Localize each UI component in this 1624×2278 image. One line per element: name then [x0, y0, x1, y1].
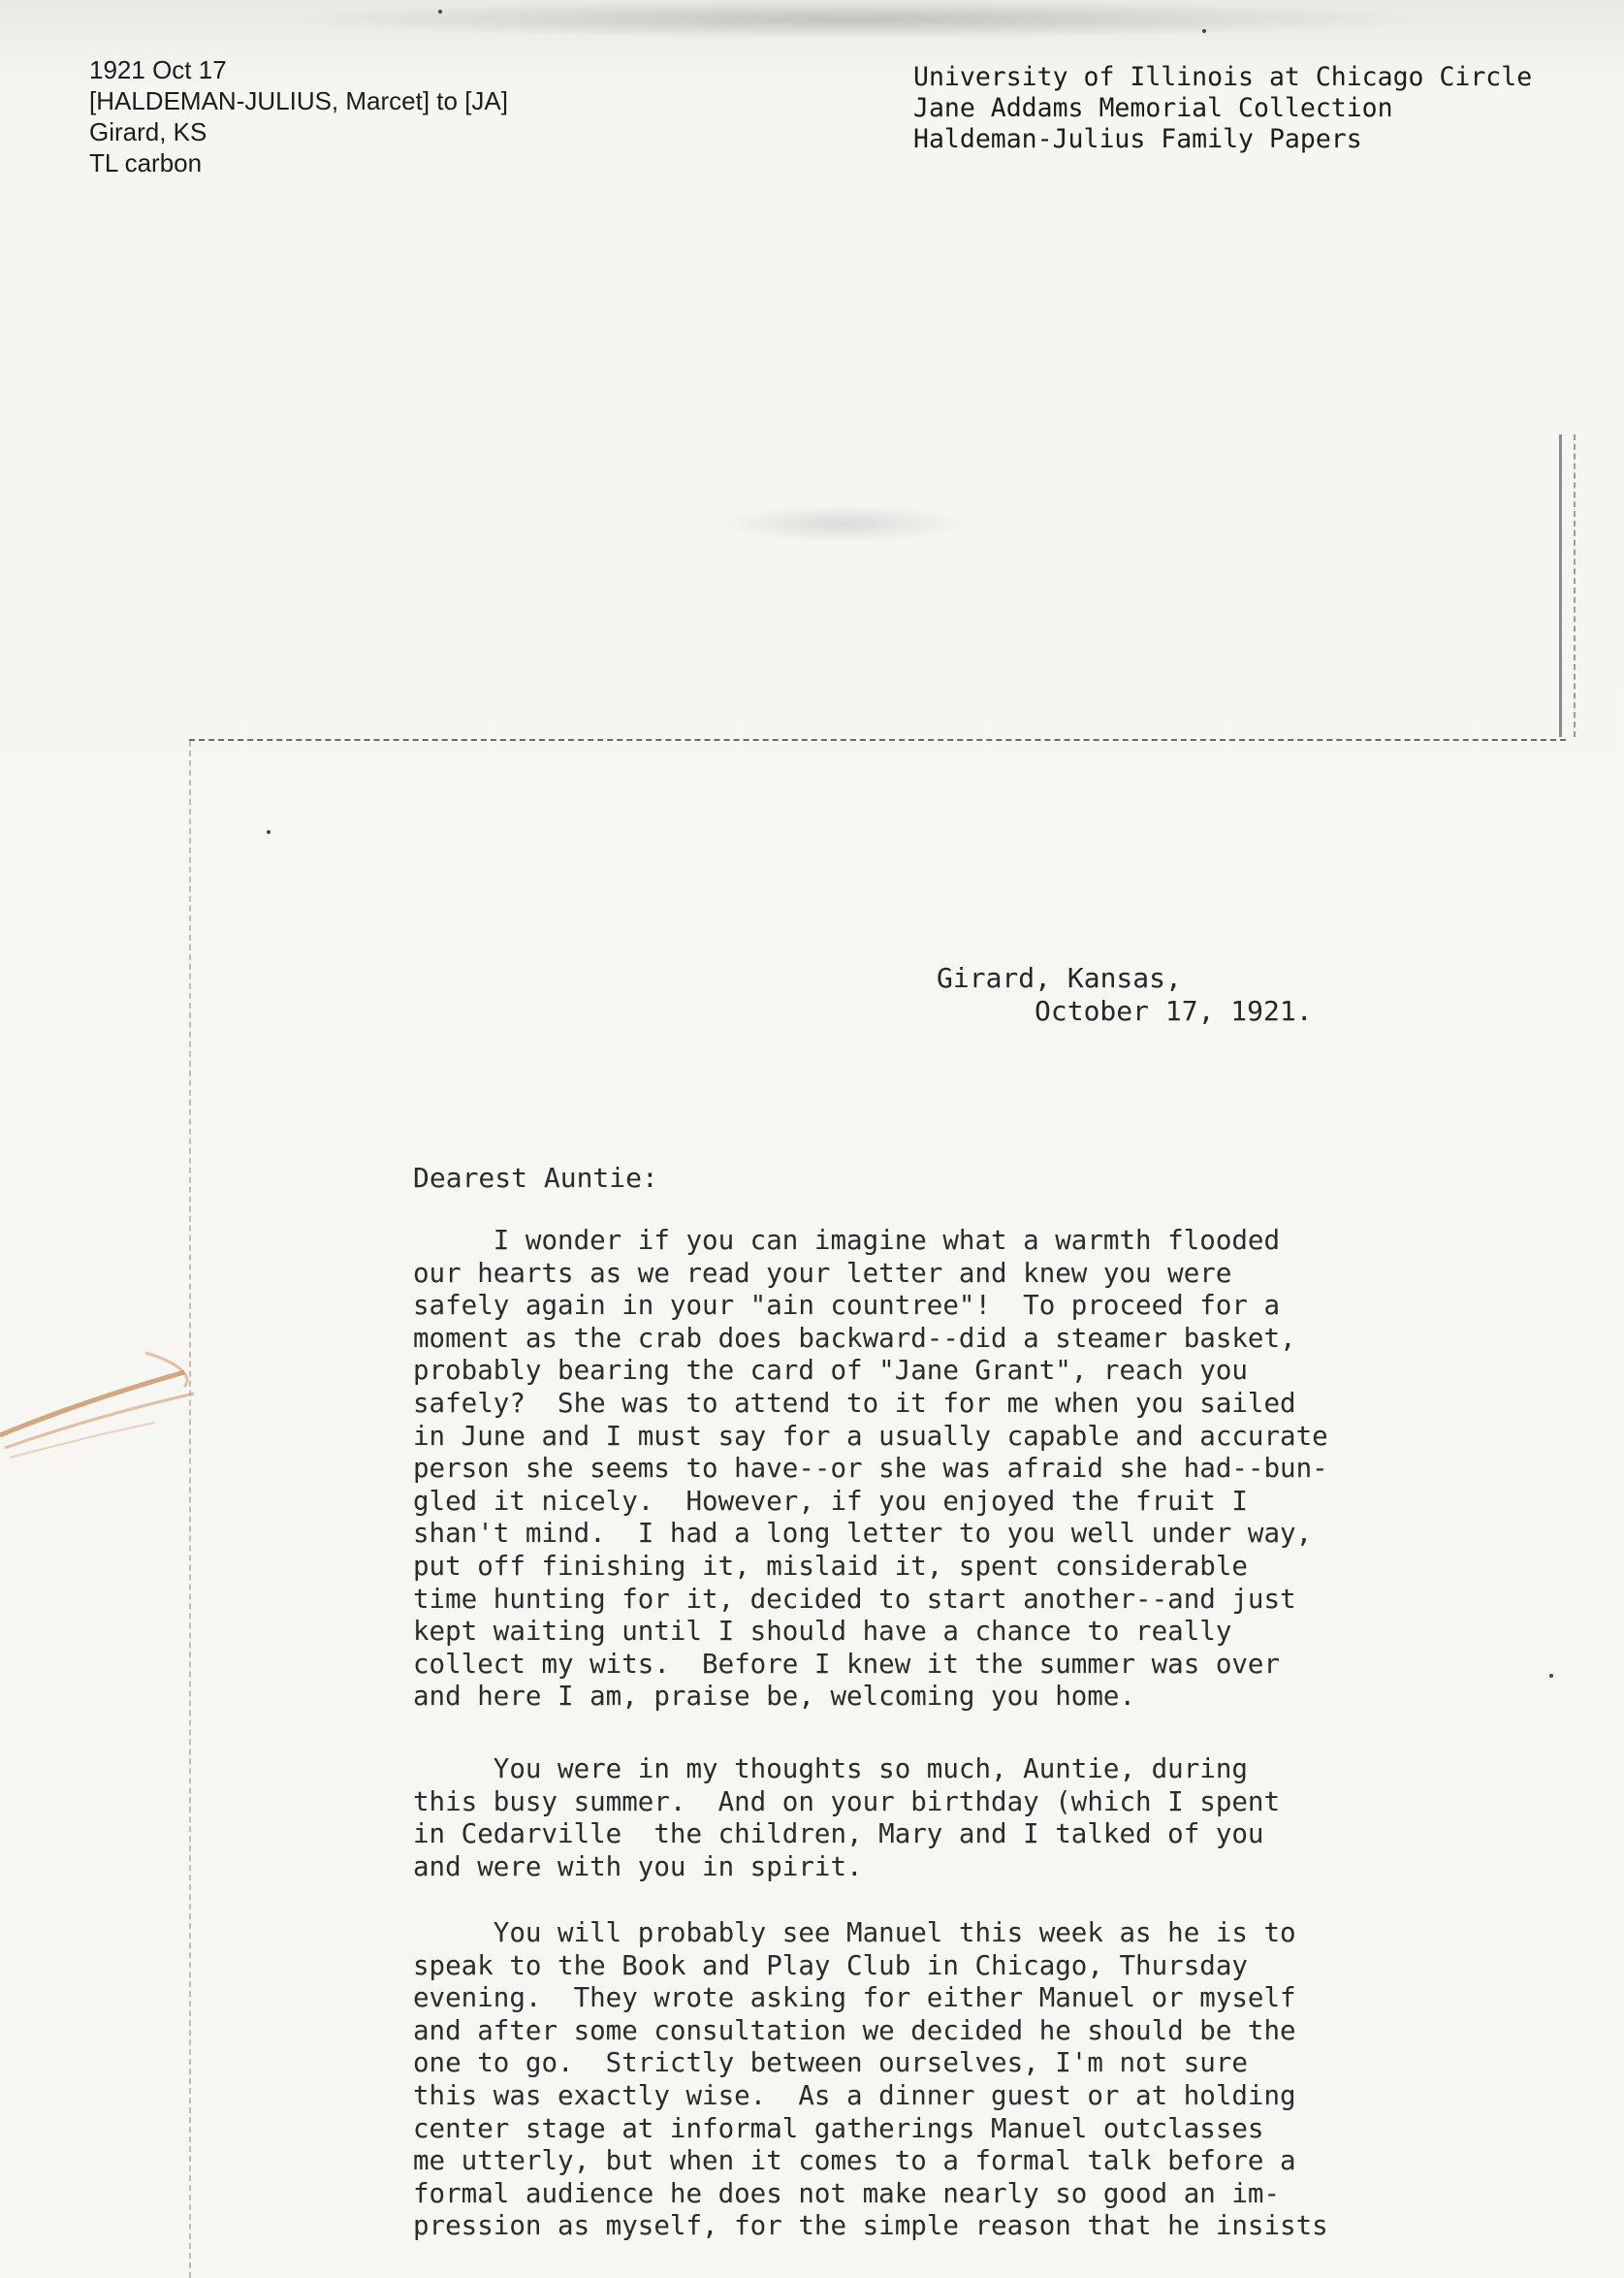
paragraph-line: evening. They wrote asking for either Manuel or myself [413, 1982, 1296, 2014]
paragraph-line: one to go. Strictly between ourselves, I'm not sure [413, 2047, 1248, 2079]
paragraph-line: shan't mind. I had a long letter to you well under way, [413, 1518, 1313, 1550]
header-date: 1921 Oct 17 [89, 55, 227, 84]
header-place: Girard, KS [89, 117, 207, 146]
header-collection: Jane Addams Memorial Collection [913, 93, 1393, 123]
letter-date: October 17, 1921. [1035, 995, 1313, 1027]
archive-header-right [913, 62, 1532, 155]
paper-stain [0, 1343, 208, 1469]
archive-header-left [89, 54, 508, 178]
scan-smudge [271, 0, 1435, 39]
paragraph-line: put off finishing it, mislaid it, spent considerable [413, 1550, 1248, 1582]
letter-paragraph-3 [413, 1917, 1557, 2243]
paragraph-line: pression as myself, for the simple reason that he insists [413, 2210, 1328, 2242]
paragraph-line: time hunting for it, decided to start another--and just [413, 1583, 1296, 1615]
scan-speck [438, 10, 442, 14]
paragraph-line: and after some consultation we decided he should be the [413, 2014, 1296, 2046]
header-papers: Haldeman-Julius Family Papers [913, 124, 1362, 154]
scan-speck [267, 830, 271, 834]
paragraph-line: formal audience he does not make nearly so good an im- [413, 2177, 1281, 2209]
paragraph-line: probably bearing the card of "Jane Grant", reach you [413, 1355, 1248, 1387]
paragraph-line: me utterly, but when it comes to a formal talk before a [413, 2145, 1296, 2177]
paragraph-line: gled it nicely. However, if you enjoyed the fruit I [413, 1485, 1248, 1517]
paragraph-line: person she seems to have--or she was afraid she had--bun- [413, 1453, 1328, 1485]
paragraph-line: and were with you in spirit. [413, 1850, 863, 1882]
paragraph-line: I wonder if you can imagine what a warmth flooded [413, 1225, 1281, 1256]
paragraph-line: this was exactly wise. As a dinner guest or at holding [413, 2079, 1296, 2111]
letter-place-date [937, 962, 1313, 1028]
paragraph-line: in June and I must say for a usually capable and accurate [413, 1420, 1328, 1452]
paragraph-line: You were in my thoughts so much, Auntie, during [413, 1753, 1248, 1784]
paragraph-line: safely again in your "ain countree"! To proceed for a [413, 1290, 1281, 1322]
carbon-sheet-right-edge [1559, 434, 1576, 737]
scan-speck [1202, 29, 1206, 33]
letter-place: Girard, Kansas, [937, 962, 1182, 994]
carbon-sheet-top-edge [189, 739, 1566, 741]
header-correspondents: [HALDEMAN-JULIUS, Marcet] to [JA] [89, 86, 508, 115]
paragraph-line: moment as the crab does backward--did a steamer basket, [413, 1322, 1296, 1354]
paragraph-line: You will probably see Manuel this week as he is to [413, 1917, 1296, 1948]
header-institution: University of Illinois at Chicago Circle [913, 62, 1533, 92]
faint-smudge [717, 504, 970, 543]
paragraph-line: our hearts as we read your letter and knew you were [413, 1257, 1232, 1289]
letter-paragraph-1 [413, 1225, 1557, 1714]
paragraph-line: in Cedarville the children, Mary and I talked of you [413, 1818, 1264, 1850]
paragraph-line: and here I am, praise be, welcoming you home. [413, 1681, 1136, 1713]
header-document-type: TL carbon [89, 148, 203, 177]
paragraph-line: center stage at informal gatherings Manuel outclasses [413, 2112, 1264, 2144]
paragraph-line: this busy summer. And on your birthday (which I spent [413, 1785, 1281, 1817]
paragraph-line: kept waiting until I should have a chance to really [413, 1616, 1232, 1648]
paragraph-line: safely? She was to attend to it for me when you sailed [413, 1387, 1296, 1419]
carbon-sheet-left-edge [189, 741, 191, 2278]
paragraph-line: speak to the Book and Play Club in Chicago, Thursday [413, 1949, 1248, 1981]
letter-salutation: Dearest Auntie: [413, 1162, 658, 1194]
paragraph-line: collect my wits. Before I knew it the summer was over [413, 1648, 1281, 1680]
letter-paragraph-2 [413, 1753, 1557, 1883]
